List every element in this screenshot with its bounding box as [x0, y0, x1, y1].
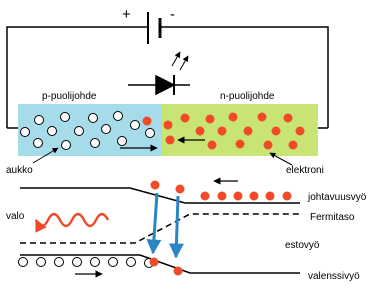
battery-minus-sign: -	[170, 6, 175, 23]
light-emission-arrows-icon	[172, 52, 188, 70]
conduction-band-label: johtavuusvyö	[308, 192, 367, 203]
electron-label: elektroni	[286, 165, 324, 176]
recombining-electron	[150, 258, 159, 267]
n-semiconductor-label: n-puolijohde	[220, 91, 275, 102]
band-gap-label: estovyö	[285, 240, 320, 251]
valence-band-label: valenssivyö	[308, 271, 360, 282]
fermi-level-line	[20, 214, 300, 243]
light-label: valo	[6, 211, 25, 222]
diode-symbol	[128, 75, 190, 95]
valence-holes-group	[19, 258, 154, 268]
battery-plus-sign: +	[122, 6, 131, 23]
conduction-electrons-group	[151, 181, 292, 276]
photon-wave-icon	[36, 214, 108, 226]
hole-label: aukko	[6, 165, 33, 176]
p-semiconductor-label: p-puolijohde	[42, 91, 97, 102]
recombination-arrow-2-icon	[176, 196, 178, 257]
fermi-level-label: Fermitaso	[310, 212, 355, 223]
recombination-arrow-1-icon	[153, 193, 157, 253]
battery-symbol	[148, 12, 160, 44]
